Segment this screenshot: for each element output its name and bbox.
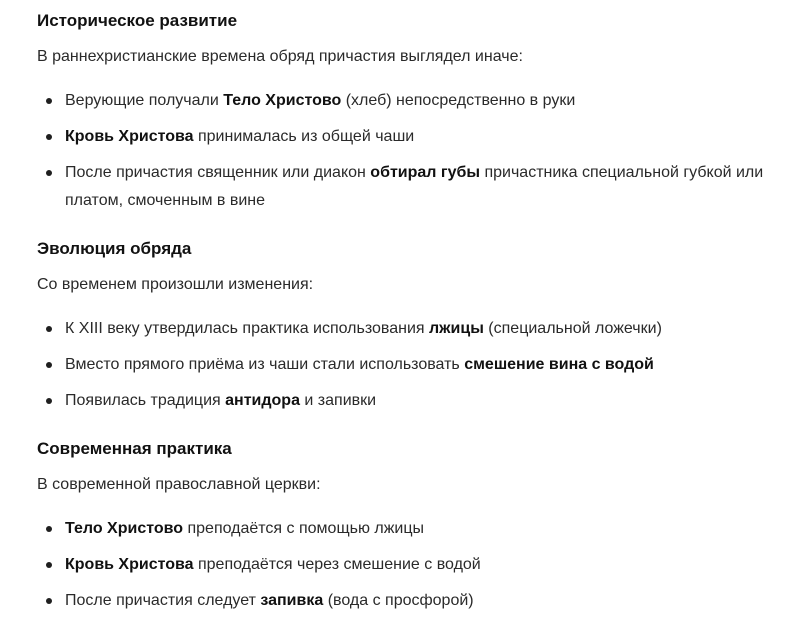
section-intro-modern: В современной православной церкви: [37, 476, 321, 493]
section-title-history: Историческое развитие [37, 11, 238, 30]
list-item: После причастия следует запивка (вода с просфорой) [37, 587, 777, 615]
list-item: Верующие получали Тело Христово (хлеб) непосредственно в руки [37, 87, 777, 115]
section-title-modern: Современная практика [37, 439, 232, 458]
list-item: К XIII веку утвердилась практика использования лжицы (специальной ложечки) [37, 315, 777, 343]
list-item: Тело Христово преподаётся с помощью лжицы [37, 515, 777, 543]
section-intro-history: В раннехристианские времена обряд причастия выглядел иначе: [37, 48, 523, 65]
section-title-evolution: Эволюция обряда [37, 239, 192, 258]
section-intro-evolution: Со временем произошли изменения: [37, 276, 314, 293]
list-item: После причастия священник или диакон обтирал губы причастника специальной губкой или платом, смоченным в вине [37, 159, 777, 215]
bullet-list-modern [37, 515, 777, 623]
list-item: Появилась традиция антидора и запивки [37, 387, 777, 415]
bullet-list-evolution [37, 315, 777, 423]
bullet-list-history [37, 87, 777, 223]
list-item: Кровь Христова принималась из общей чаши [37, 123, 777, 151]
list-item: Кровь Христова преподаётся через смешение с водой [37, 551, 777, 579]
list-item: Вместо прямого приёма из чаши стали использовать смешение вина с водой [37, 351, 777, 379]
